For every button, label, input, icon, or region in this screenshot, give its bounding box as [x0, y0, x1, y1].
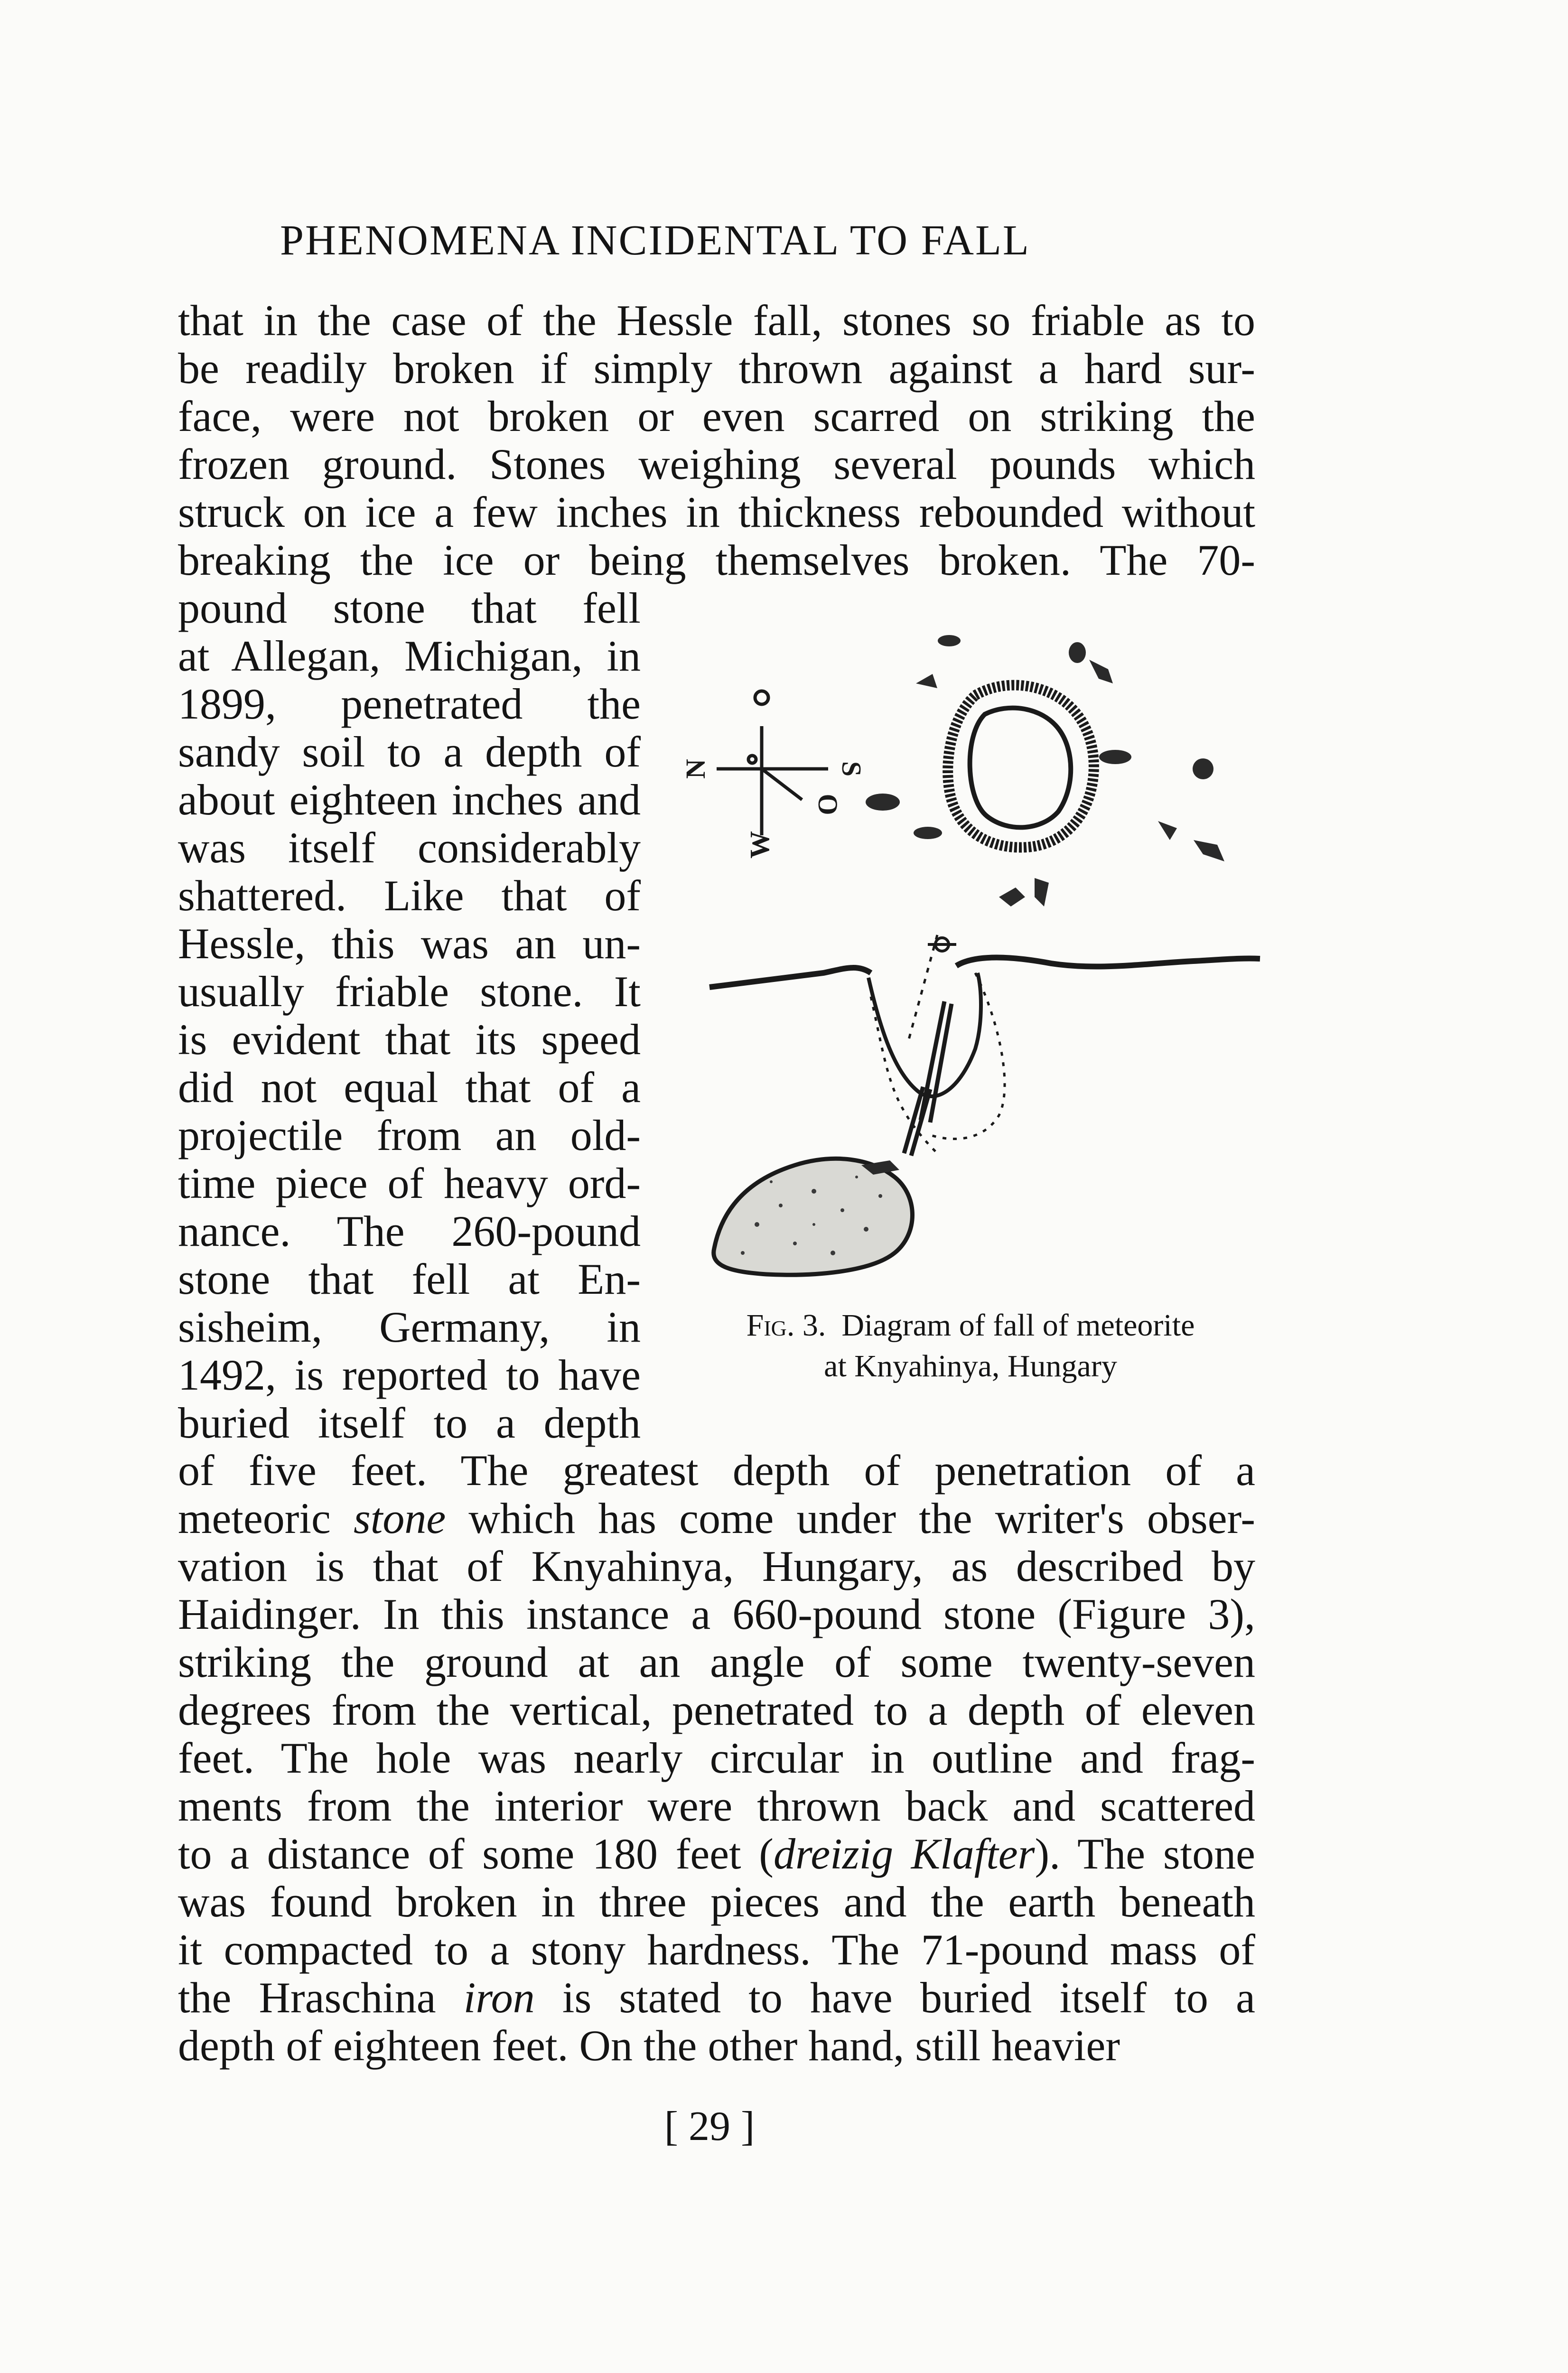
meteorite-stone [714, 1158, 913, 1275]
text-line: 1492, is reported to have [178, 1351, 641, 1399]
text-line: shattered. Like that of [178, 871, 641, 920]
text-line: 1899, penetrated the [178, 680, 641, 728]
text-line: the Hraschina iron is stated to have buried itself to a [178, 1973, 1255, 2022]
text-line: be readily broken if simply thrown against a hard sur- [178, 344, 1255, 392]
caption-text-line-1: Diagram of fall of meteorite [841, 1308, 1195, 1343]
marker-stakes [904, 1001, 952, 1156]
caption-figure-number: Fig. 3. [746, 1308, 826, 1343]
compass-letter-n: N [680, 759, 711, 779]
text-line: sandy soil to a depth of [178, 728, 641, 776]
impact-pit-plan-view [948, 685, 1094, 848]
meteorite-fall-diagram [672, 612, 1269, 1300]
text-line: that in the case of the Hessle fall, stones so friable as to [178, 296, 1255, 345]
text-line: face, were not broken or even scarred on striking the [178, 392, 1255, 440]
text-line: feet. The hole was nearly circular in outline and frag- [178, 1734, 1255, 1782]
compass-letter-w: W [744, 831, 775, 859]
running-head: PHENOMENA INCIDENTAL TO FALL [280, 217, 1030, 264]
text-line: is evident that its speed [178, 1015, 641, 1064]
text-line: time piece of heavy ord- [178, 1159, 641, 1207]
text-line: about eighteen inches and [178, 775, 641, 824]
text-line: Haidinger. In this instance a 660-pound stone (Figure 3), [178, 1590, 1255, 1638]
compass-letter-s: S [836, 761, 867, 777]
text-line: buried itself to a depth [178, 1399, 641, 1447]
text-line: breaking the ice or being themselves broken. The 70- [178, 536, 1255, 584]
text-line: sisheim, Germany, in [178, 1303, 641, 1351]
ground-cross-section [709, 897, 1260, 1153]
text-line: frozen ground. Stones weighing several pounds which [178, 440, 1255, 488]
text-line: nance. The 260-pound [178, 1207, 641, 1255]
figure-caption [674, 1305, 1267, 1387]
text-line: projectile from an old- [178, 1111, 641, 1159]
text-line: struck on ice a few inches in thickness rebounded without [178, 488, 1255, 536]
text-line: usually friable stone. It [178, 967, 641, 1016]
text-line: did not equal that of a [178, 1063, 641, 1112]
text-line: stone that fell at En- [178, 1255, 641, 1303]
text-line: degrees from the vertical, penetrated to a depth of eleven [178, 1686, 1255, 1734]
text-line: vation is that of Knyahinya, Hungary, as described by [178, 1542, 1255, 1590]
text-line: Hessle, this was an un- [178, 919, 641, 968]
scattered-fragments [866, 635, 1224, 906]
text-line: was itself considerably [178, 823, 641, 872]
text-line: at Allegan, Michigan, in [178, 632, 641, 680]
compass-letter-o: O [812, 794, 843, 815]
text-line: it compacted to a stony hardness. The 71-pound mass of [178, 1925, 1255, 1974]
text-line: was found broken in three pieces and the earth beneath [178, 1878, 1255, 1926]
text-line: to a distance of some 180 feet (dreizig Klafter). The stone [178, 1830, 1256, 1878]
text-line: pound stone that fell [178, 584, 641, 632]
page-number: [ 29 ] [664, 2103, 755, 2149]
text-line: ments from the interior were thrown back and scattered [178, 1782, 1255, 1830]
text-line: meteoric stone which has come under the writer's obser- [178, 1494, 1255, 1542]
text-line: of five feet. The greatest depth of penetration of a [178, 1446, 1255, 1495]
caption-text-line-2: at Knyahinya, Hungary [824, 1349, 1117, 1383]
text-line: depth of eighteen feet. On the other hand, still heavier [178, 2021, 1120, 2070]
text-line: striking the ground at an angle of some twenty-seven [178, 1638, 1255, 1686]
trajectory-marker [928, 938, 956, 951]
compass-rose [717, 691, 828, 835]
